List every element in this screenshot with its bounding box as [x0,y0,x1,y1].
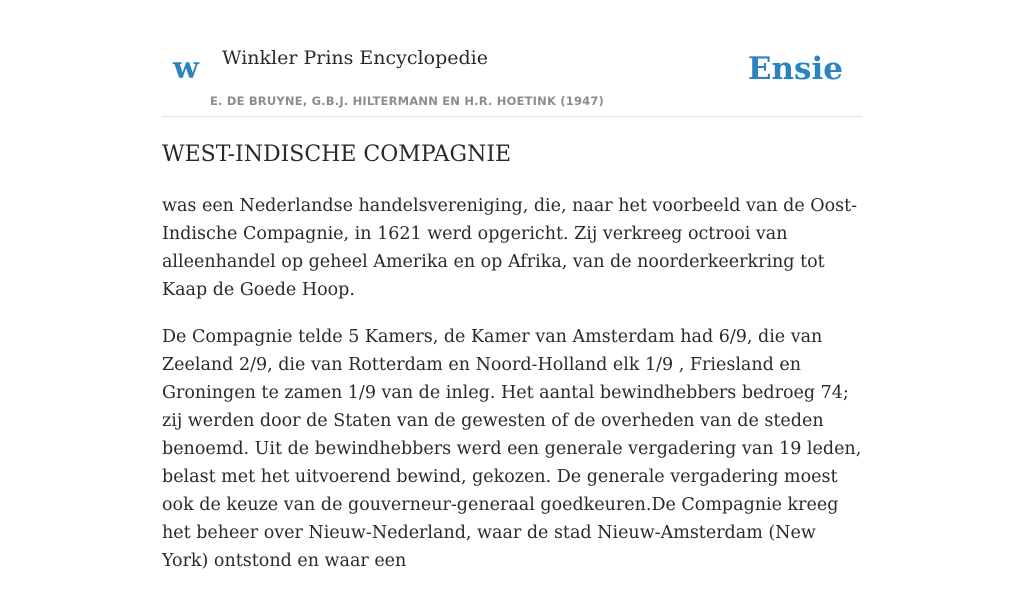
encyclopedia-title-link[interactable]: Winkler Prins Encyclopedie [222,47,488,69]
article-paragraph: was een Nederlandse handelsvereniging, die, naar het voorbeeld van de Oost-Indische Compagnie, in 1621 werd opgericht. Zij verkreeg octrooi van alleenhandel op geheel Amerika en op Afrika, van de noorderkeerkring tot Kaap de Goede Hoop. [162,196,858,300]
winkler-prins-logo[interactable]: w [173,51,199,86]
article-body [162,192,866,594]
site-header [162,0,862,117]
ensie-logo-link[interactable]: Ensie [747,51,843,87]
authors-byline: E. DE BRUYNE, G.B.J. HILTERMANN EN H.R. HOETINK (1947) [210,94,605,108]
article-paragraph: De Compagnie telde 5 Kamers, de Kamer van Amsterdam had 6/9, die van Zeeland 2/9, die van Rotterdam en Noord-Holland elk 1/9 , Friesland en Groningen te zamen 1/9 van de inleg. Het aantal bewindhebbers bedroeg 74; zij werden door de Staten van de gewesten of de overheden van de steden benoemd. Uit de bewindhebbers werd een generale vergadering van 19 leden, belast met het uitvoerend bewind, gekozen. De generale vergadering moest ook de keuze van de gouverneur-generaal goedkeuren.De Compagnie kreeg het beheer over Nieuw-Nederland, waar de stad Nieuw-Amsterdam (New York) ontstond en waar een [162,327,862,571]
entry-title: WEST-INDISCHE COMPAGNIE [162,142,512,167]
